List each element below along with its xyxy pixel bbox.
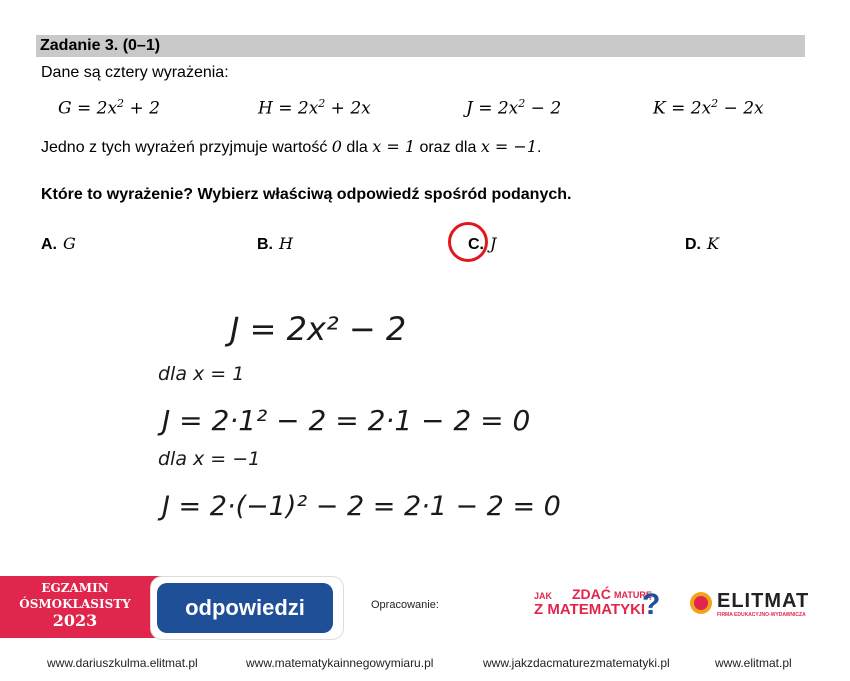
expression-k-lhs: K = 2x — [653, 98, 712, 119]
option-letter: D. — [685, 236, 701, 253]
expression-j-rhs: − 2 — [525, 98, 562, 119]
condition-text: oraz dla — [415, 139, 481, 156]
option-value: H — [279, 234, 293, 253]
task-condition — [41, 137, 541, 157]
answers-button[interactable]: odpowiedzi — [157, 583, 333, 633]
expression-g-rhs: + 2 — [124, 98, 160, 119]
option-value: J — [490, 234, 497, 253]
expression-g-lhs: G = 2x — [58, 98, 118, 119]
option-value: K — [707, 234, 719, 253]
condition-text: Jedno z tych wyrażeń przyjmuje wartość — [41, 139, 332, 156]
option-d[interactable] — [685, 234, 719, 254]
jakzdac-logo — [534, 586, 662, 622]
exponent: 2 — [117, 97, 125, 110]
exam-badge-line: ÓSMOKLASISTY — [19, 597, 131, 611]
footer-link[interactable]: www.jakzdacmaturezmatematyki.pl — [483, 656, 670, 670]
option-letter: A. — [41, 236, 57, 253]
footer-link[interactable]: www.matematykainnegowymiaru.pl — [246, 656, 434, 670]
option-value: G — [63, 234, 76, 253]
logo-question-mark: ? — [642, 588, 661, 621]
expression-g — [58, 97, 160, 119]
elitmat-logo-icon — [690, 592, 712, 614]
logo-text: JAK — [534, 591, 553, 601]
expression-k — [653, 97, 764, 119]
condition-x2: x = −1 — [480, 137, 537, 156]
expression-j-lhs: J = 2x — [466, 98, 519, 119]
answers-panel — [150, 576, 344, 640]
exponent: 2 — [318, 97, 326, 110]
handwritten-solution — [140, 290, 700, 530]
exponent: 2 — [518, 97, 526, 110]
task-intro: Dane są cztery wyrażenia: — [41, 64, 229, 81]
logo-text: MATURĘ — [614, 590, 652, 600]
logo-text: ELITMAT — [717, 590, 810, 612]
condition-text: dla — [341, 139, 373, 156]
expression-j — [466, 97, 561, 119]
handwritten-line: dla x = 1 — [158, 363, 245, 385]
exam-badge-line: EGZAMIN — [41, 581, 109, 595]
expression-h — [258, 97, 371, 119]
logo-text: ZDAĆ — [572, 586, 611, 602]
handwritten-line: J = 2·(−1)² − 2 = 2·1 − 2 = 0 — [162, 491, 561, 522]
footer-link[interactable]: www.dariuszkulma.elitmat.pl — [47, 656, 198, 670]
handwritten-line: dla x = −1 — [158, 448, 261, 470]
condition-text: . — [537, 139, 542, 156]
exponent: 2 — [711, 97, 719, 110]
task-question: Które to wyrażenie? Wybierz właściwą odpowiedź spośród podanych. — [41, 186, 572, 203]
condition-value: 0 — [331, 137, 342, 156]
prepared-by-label: Opracowanie: — [371, 599, 439, 611]
elitmat-logo — [690, 590, 820, 624]
option-a[interactable] — [41, 234, 76, 254]
condition-x1: x = 1 — [372, 137, 415, 156]
option-letter: C. — [468, 236, 484, 253]
handwritten-line: J = 2x² − 2 — [230, 310, 407, 348]
option-b[interactable] — [257, 234, 293, 254]
option-letter: B. — [257, 236, 273, 253]
footer-link[interactable]: www.elitmat.pl — [715, 656, 792, 670]
exam-year: 2023 — [52, 611, 98, 630]
logo-tagline: FIRMA EDUKACYJNO-WYDAWNICZA — [717, 612, 806, 618]
expression-h-lhs: H = 2x — [258, 98, 319, 119]
expression-k-rhs: − 2x — [718, 98, 764, 119]
expression-h-rhs: + 2x — [325, 98, 371, 119]
task-header: Zadanie 3. (0–1) — [36, 35, 805, 57]
logo-text: Z MATEMATYKI — [534, 601, 646, 618]
selected-answer-circle — [448, 222, 488, 262]
handwritten-line: J = 2·1² − 2 = 2·1 − 2 = 0 — [162, 404, 531, 437]
